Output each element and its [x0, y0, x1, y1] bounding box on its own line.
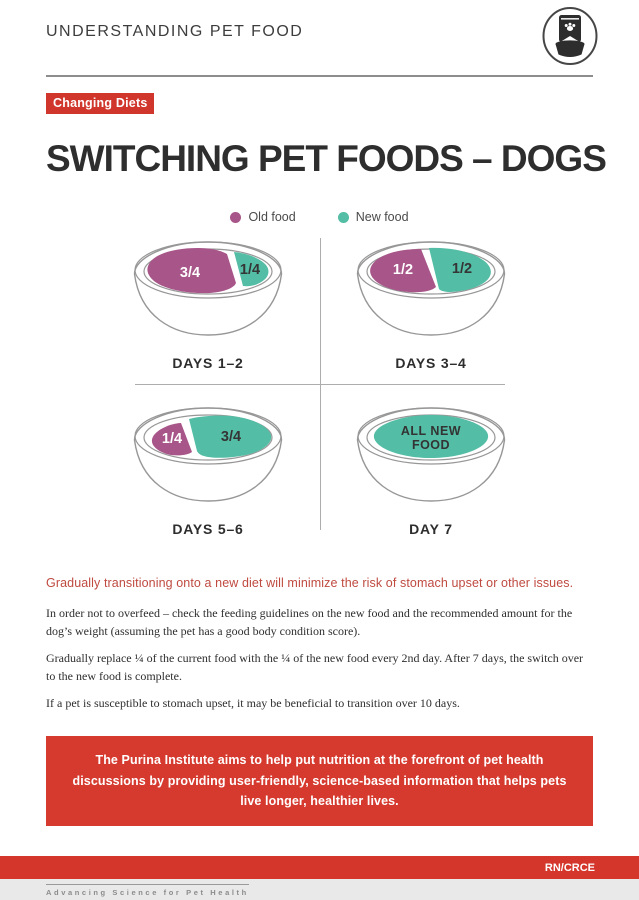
grid-divider-horizontal	[135, 384, 505, 385]
bowl-caption: DAYS 1–2	[172, 355, 244, 371]
footer-code: RN/CRCE	[544, 861, 595, 874]
legend-item-new-food	[338, 210, 409, 224]
legend	[46, 210, 593, 224]
legend-item-old-food	[230, 210, 295, 224]
bowl-graphic-day-7	[351, 402, 511, 514]
bowl-caption: DAY 7	[409, 521, 453, 537]
old-portion-label: 1/4	[161, 431, 183, 447]
new-portion-label: 1/2	[451, 261, 473, 277]
all-new-food-label-line2: FOOD	[411, 438, 451, 452]
section-badge: Changing Diets	[46, 93, 154, 114]
paragraph-overfeed: In order not to overfeed – check the feeding guidelines on the new food and the recommended amount for the dog’s weight (assuming the pet has a good body condition score).	[46, 606, 573, 638]
bowl-caption: DAYS 3–4	[395, 355, 467, 371]
document-title: UNDERSTANDING PET FOOD	[46, 23, 304, 40]
bowl-day-7	[320, 390, 543, 546]
bowl-graphic-days-5-6	[128, 402, 288, 514]
paragraph-stomach-upset: If a pet is susceptible to stomach upset, it may be beneficial to transition over 10 days.	[46, 696, 460, 710]
old-portion-label: 3/4	[179, 265, 201, 281]
bowl-graphic-days-1-2	[128, 236, 288, 348]
paragraph-replace-quarter: Gradually replace ¼ of the current food with the ¼ of the new food every 2nd day. After 7 days, the switch over to the new food is complete.	[46, 651, 584, 683]
new-portion-label: 1/4	[239, 262, 261, 278]
bowl-days-5-6	[97, 390, 320, 546]
old-food-dot	[230, 212, 241, 223]
body-copy	[46, 604, 593, 712]
old-portion-label: 1/2	[392, 262, 414, 278]
new-food-dot	[338, 212, 349, 223]
old-food-label: Old food	[248, 210, 296, 224]
all-new-food-label-line1: ALL NEW	[400, 424, 462, 438]
highlight-sentence: Gradually transitioning onto a new diet will minimize the risk of stomach upset or other issues.	[46, 576, 574, 590]
logo-tagline: Advancing Science for Pet Health	[46, 884, 249, 897]
new-food-label: New food	[355, 210, 409, 224]
purina-institute-callout: The Purina Institute aims to help put nutrition at the forefront of pet health discussions by providing user-friendly, science-based information that helps pets live longer, healthier lives.	[46, 736, 593, 826]
page-title: SWITCHING PET FOODS – DOGS	[46, 138, 606, 179]
page-header	[46, 0, 593, 71]
bowls-diagram	[97, 234, 543, 546]
bowl-caption: DAYS 5–6	[172, 521, 244, 537]
bowl-days-1-2	[97, 234, 320, 390]
new-portion-label: 3/4	[220, 429, 242, 445]
footer-bar	[0, 856, 639, 879]
pet-food-bag-and-bowl-icon	[541, 6, 599, 71]
bowl-days-3-4	[320, 234, 543, 390]
bowl-graphic-days-3-4	[351, 236, 511, 348]
header-divider	[46, 75, 593, 77]
